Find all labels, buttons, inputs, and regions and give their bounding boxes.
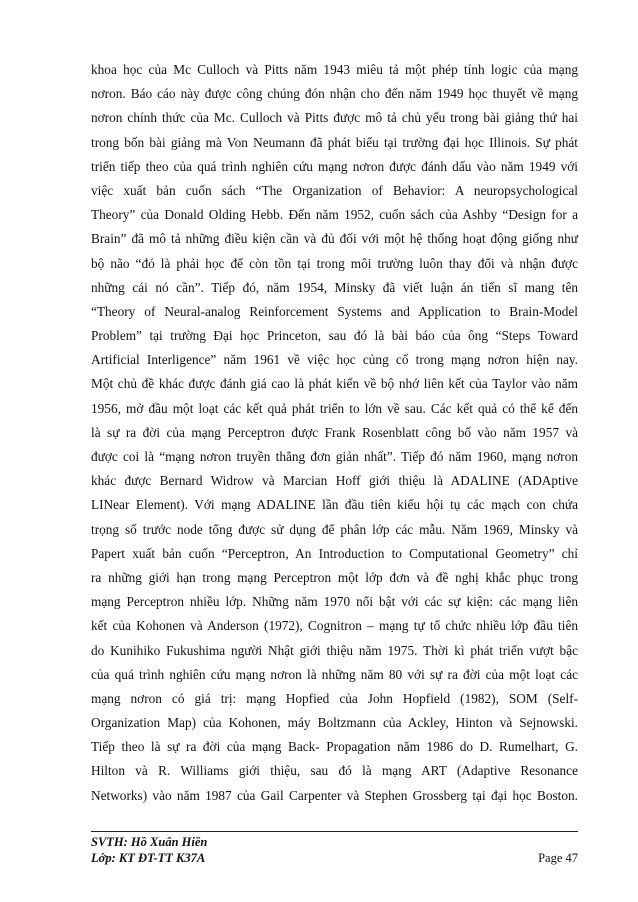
text-line: mạng Perceptron nhiều lớp. Những năm 1970 nổi bật với các sự kiện: các mạng liên [91, 594, 578, 610]
text-line: LINear Element). Với mạng ADALINE lần đầu tiên kiểu hội tụ các mạch con chứa [91, 497, 578, 513]
page-number: Page 47 [538, 851, 578, 865]
text-line: nơron. Báo cáo này được công chúng đón nhận cho đến năm 1949 học thuyết về mạng [91, 86, 578, 102]
footer-author: SVTH: Hồ Xuân Hiền [91, 835, 208, 849]
body-paragraph [91, 58, 578, 808]
text-line: trong bốn bài giảng mà Von Neumann đã phát biểu tại trường đại học Illinois. Sự phát [91, 134, 578, 150]
footer-class: Lớp: KT ĐT-TT K37A [91, 851, 206, 865]
text-line: mạng nơron có giá trị: mạng Hopfied của John Hopfield (1982), SOM (Self- [91, 690, 578, 706]
text-line: Papert xuất bản cuốn “Perceptron, An Introduction to Computational Geometry” chỉ [91, 545, 578, 561]
text-line: Tiếp theo là sự ra đời của mạng Back- Propagation năm 1986 do D. Rumelhart, G. [91, 739, 578, 755]
text-line: do Kunihiko Fukushima người Nhật giới thiệu năm 1975. Thời kì phát triển vượt bậc [91, 642, 578, 658]
text-line: khác được Bernard Widrow và Marcian Hoff giới thiệu là ADALINE (ADAptive [91, 473, 578, 489]
text-line: những cái nó cần”. Tiếp đó, năm 1954, Minsky đã viết luận án tiến sĩ mang tên [91, 279, 578, 295]
footer-divider [91, 831, 578, 832]
text-line: Hilton và R. Williams giới thiệu, sau đó là mạng ART (Adaptive Resonance [91, 763, 578, 779]
text-line: của quá trình nghiên cứu mạng nơron là những năm 80 với sự ra đời của một loạt các [91, 666, 578, 682]
text-line: trọng số trước node tổng được sử dụng để phân lớp các mẫu. Năm 1969, Minsky và [91, 521, 578, 537]
text-line: Artificial Interligence” năm 1961 về việc học củng cố trong mạng nơron hiện nay. [91, 352, 578, 368]
text-line: Brain” đã mô tả những điều kiện cần và đủ đối với một hệ thống hoạt động giống như [91, 231, 578, 247]
text-line: Networks) vào năm 1987 của Gail Carpenter và Stephen Grossberg tại đại học Boston. [91, 787, 578, 803]
text-line: Problem” tại trường Đại học Princeton, sau đó là bài báo của ông “Steps Toward [91, 328, 578, 344]
text-line: triển tiếp theo của quá trình nghiên cứu mạng nơron được đánh dấu vào năm 1949 với [91, 158, 578, 174]
text-line: bộ não “đó là phải học để còn tồn tại trong môi trường luôn thay đổi và nhận được [91, 255, 578, 271]
text-line: Một chủ đề khác được đánh giá cao là phát kiến về bộ nhớ liên kết của Taylor vào năm [91, 376, 578, 392]
text-line: 1956, mở đầu một loạt các kết quả phát triển to lớn về sau. Các kết quả có thể kể đến [91, 400, 578, 416]
text-line: là sự ra đời của mạng Perceptron được Frank Rosenblatt công bố vào năm 1957 và [91, 424, 578, 440]
text-line: Theory” của Donald Olding Hebb. Đến năm 1952, cuốn sách của Ashby “Design for a [91, 207, 578, 223]
text-line: “Theory of Neural-analog Reinforcement Systems and Application to Brain-Model [91, 303, 578, 319]
footer-student-info [91, 834, 207, 866]
text-line: Organization Map) của Kohonen, máy Boltzmann của Ackley, Hinton và Sejnowski. [91, 715, 578, 731]
text-line: kết của Kohonen và Anderson (1972), Cognitron – mạng tự tổ chức nhiều lớp đầu tiên [91, 618, 578, 634]
text-line: khoa học của Mc Culloch và Pitts năm 1943 miêu tả một phép tính logic của mạng [91, 62, 578, 77]
text-line: ra những giới hạn trong mạng Perceptron một lớp đơn và đề nghị khắc phục trong [91, 569, 578, 585]
text-line: việc xuất bản cuốn sách “The Organization of Behavior: A neuropsychological [91, 182, 578, 198]
text-line: nơron chính thức của Mc. Culloch và Pitts được mô tả chủ yếu trong bài giảng thứ hai [91, 110, 578, 126]
text-line: được coi là “mạng nơron truyền thẳng đơn giản nhất”. Tiếp đó năm 1960, mạng nơron [91, 449, 578, 464]
